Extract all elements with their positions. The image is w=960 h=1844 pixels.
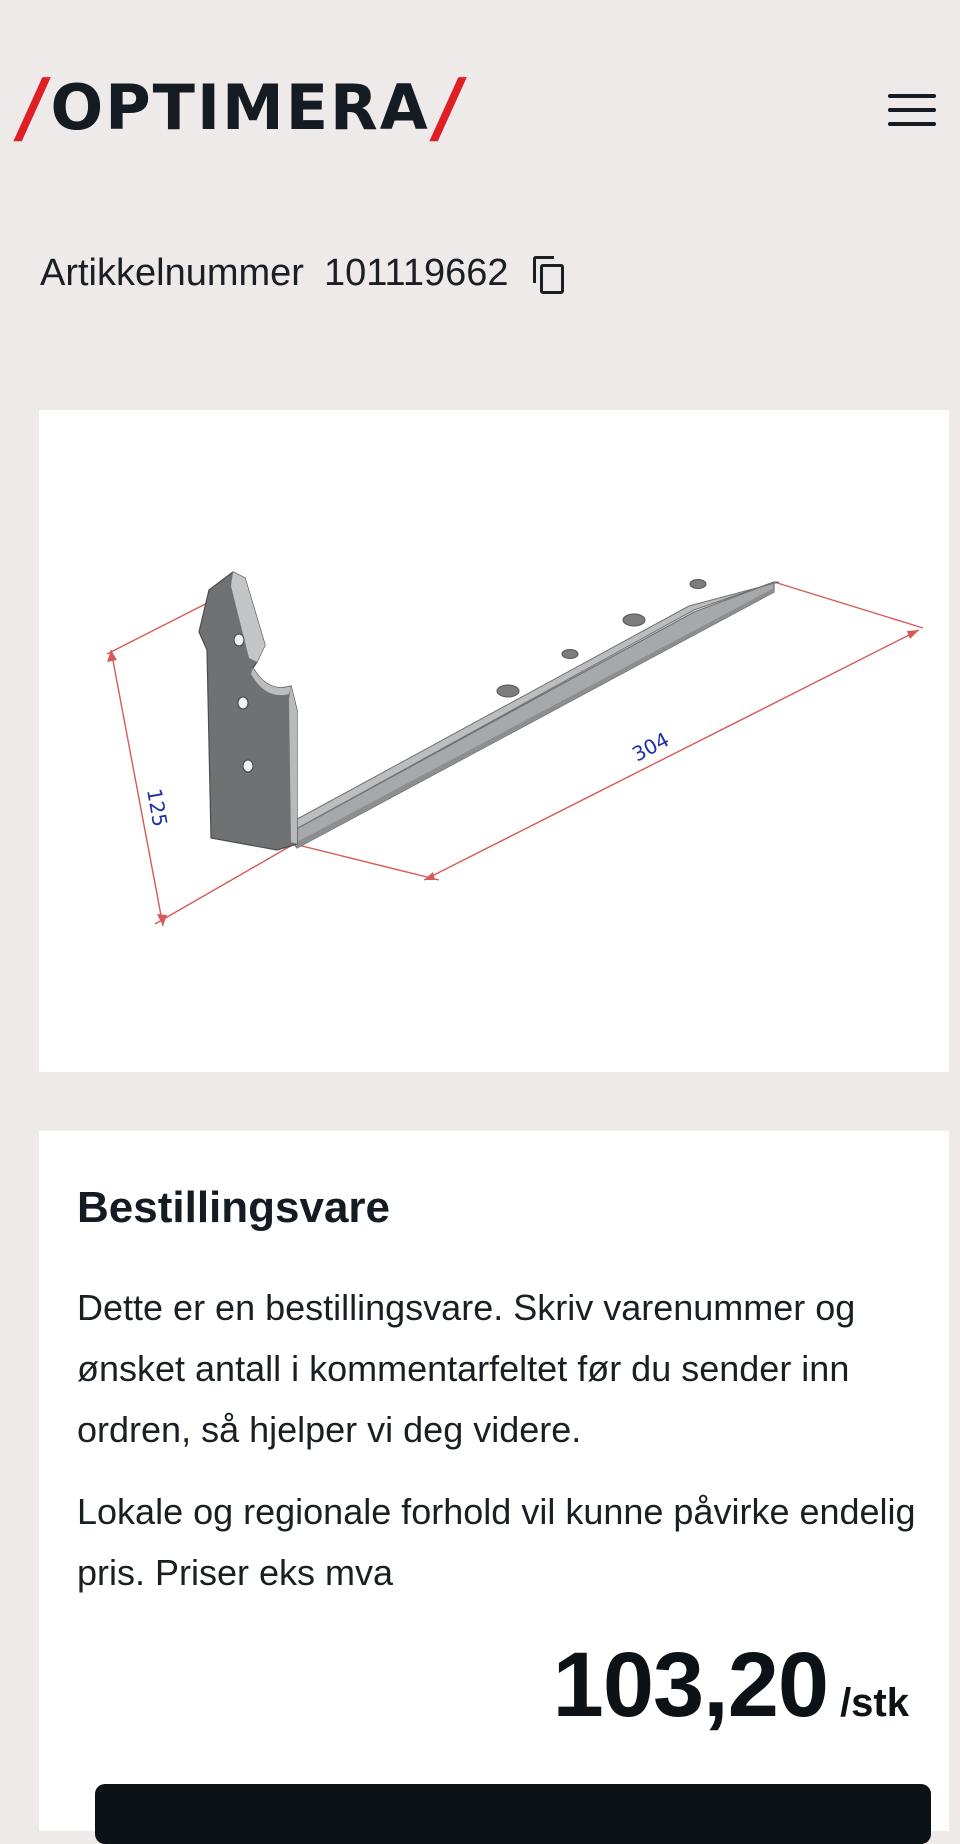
- product-bracket-drawing: [39, 410, 949, 1072]
- price-unit: /stk: [840, 1681, 909, 1725]
- site-header: [0, 0, 960, 200]
- article-number-value: 101119662: [323, 252, 509, 294]
- menu-bar-top: [888, 94, 936, 98]
- logo-wordmark: OPTIMERA: [50, 71, 430, 144]
- price-value: 103,20: [552, 1634, 829, 1736]
- logo-slash-right: /: [427, 63, 469, 153]
- add-to-cart-button[interactable]: [95, 1784, 931, 1844]
- dimension-height-label: 125: [142, 786, 173, 829]
- info-paragraph-order: Dette er en bestillingsvare. Skriv varenummer og ønsket antall i kommentarfeltet før du sender inn ordren, så hjelper vi deg videre.: [77, 1287, 856, 1450]
- dimension-length-label: 304: [628, 727, 674, 767]
- article-number-label: Artikkelnummer: [40, 252, 304, 294]
- info-paragraph-pricing: Lokale og regionale forhold vil kunne påvirke endelig pris. Priser eks mva: [77, 1491, 916, 1593]
- menu-bar-bottom: [888, 122, 936, 126]
- article-number-row: [40, 252, 565, 295]
- order-info-card: [39, 1131, 949, 1831]
- copy-icon[interactable]: [531, 254, 565, 294]
- optimera-logo[interactable]: [11, 63, 469, 153]
- price-row: [553, 1633, 909, 1738]
- hamburger-menu-icon[interactable]: [888, 90, 938, 130]
- product-image[interactable]: [39, 410, 949, 1072]
- logo-slash-left: /: [11, 63, 53, 153]
- menu-bar-middle: [888, 108, 936, 112]
- info-title: Bestillingsvare: [77, 1183, 391, 1232]
